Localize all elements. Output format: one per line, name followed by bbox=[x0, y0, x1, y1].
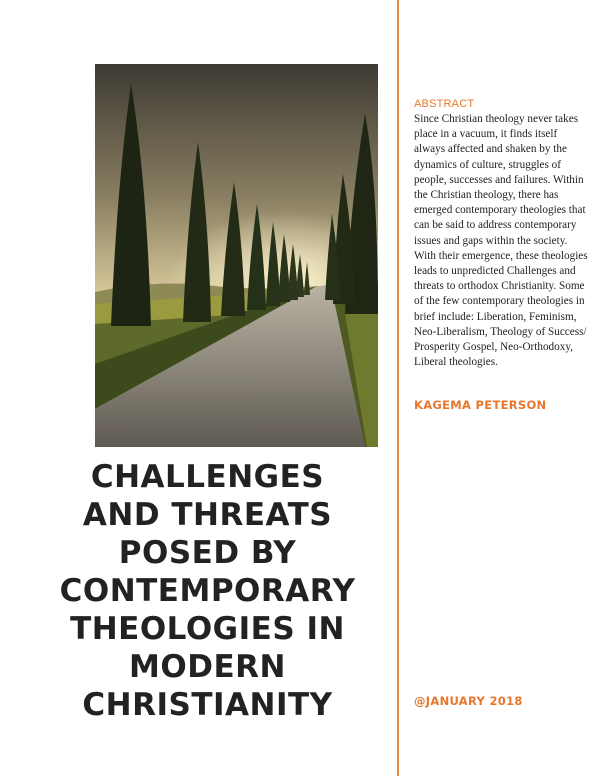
vertical-divider bbox=[397, 0, 399, 776]
title-line: THEOLOGIES IN bbox=[70, 611, 345, 647]
author-name: KAGEMA PETERSON bbox=[414, 398, 547, 412]
publication-date: @JANUARY 2018 bbox=[414, 694, 523, 708]
document-title bbox=[30, 458, 385, 724]
title-line: MODERN bbox=[129, 649, 286, 685]
abstract-heading: ABSTRACT bbox=[414, 98, 475, 110]
title-line: POSED BY bbox=[118, 535, 297, 571]
title-line: CHRISTIANITY bbox=[82, 687, 333, 723]
cover-photo bbox=[95, 64, 378, 447]
title-line: CHALLENGES bbox=[90, 459, 325, 495]
title-line: AND THREATS bbox=[82, 497, 333, 533]
title-line: CONTEMPORARY bbox=[59, 573, 356, 609]
abstract-body: Since Christian theology never takes place in a vacuum, it finds itself always affected and shaken by the dynamics of culture, struggles of people, successes and failures. Within the Christian theology, there has emerged contemporary theologies that can be said to address contemporary issues and gaps within the society. With their emergence, these theologies leads to unpredicted Challenges and threats to orthodox Christianity. Some of the few contemporary theologies in brief include: Liberation, Feminism, Neo-Liberalism, Theology of Success/ Prosperity Gospel, Neo-Orthodoxy, Liberal theologies. bbox=[414, 113, 588, 369]
cypress-road-photo-icon bbox=[95, 64, 378, 447]
